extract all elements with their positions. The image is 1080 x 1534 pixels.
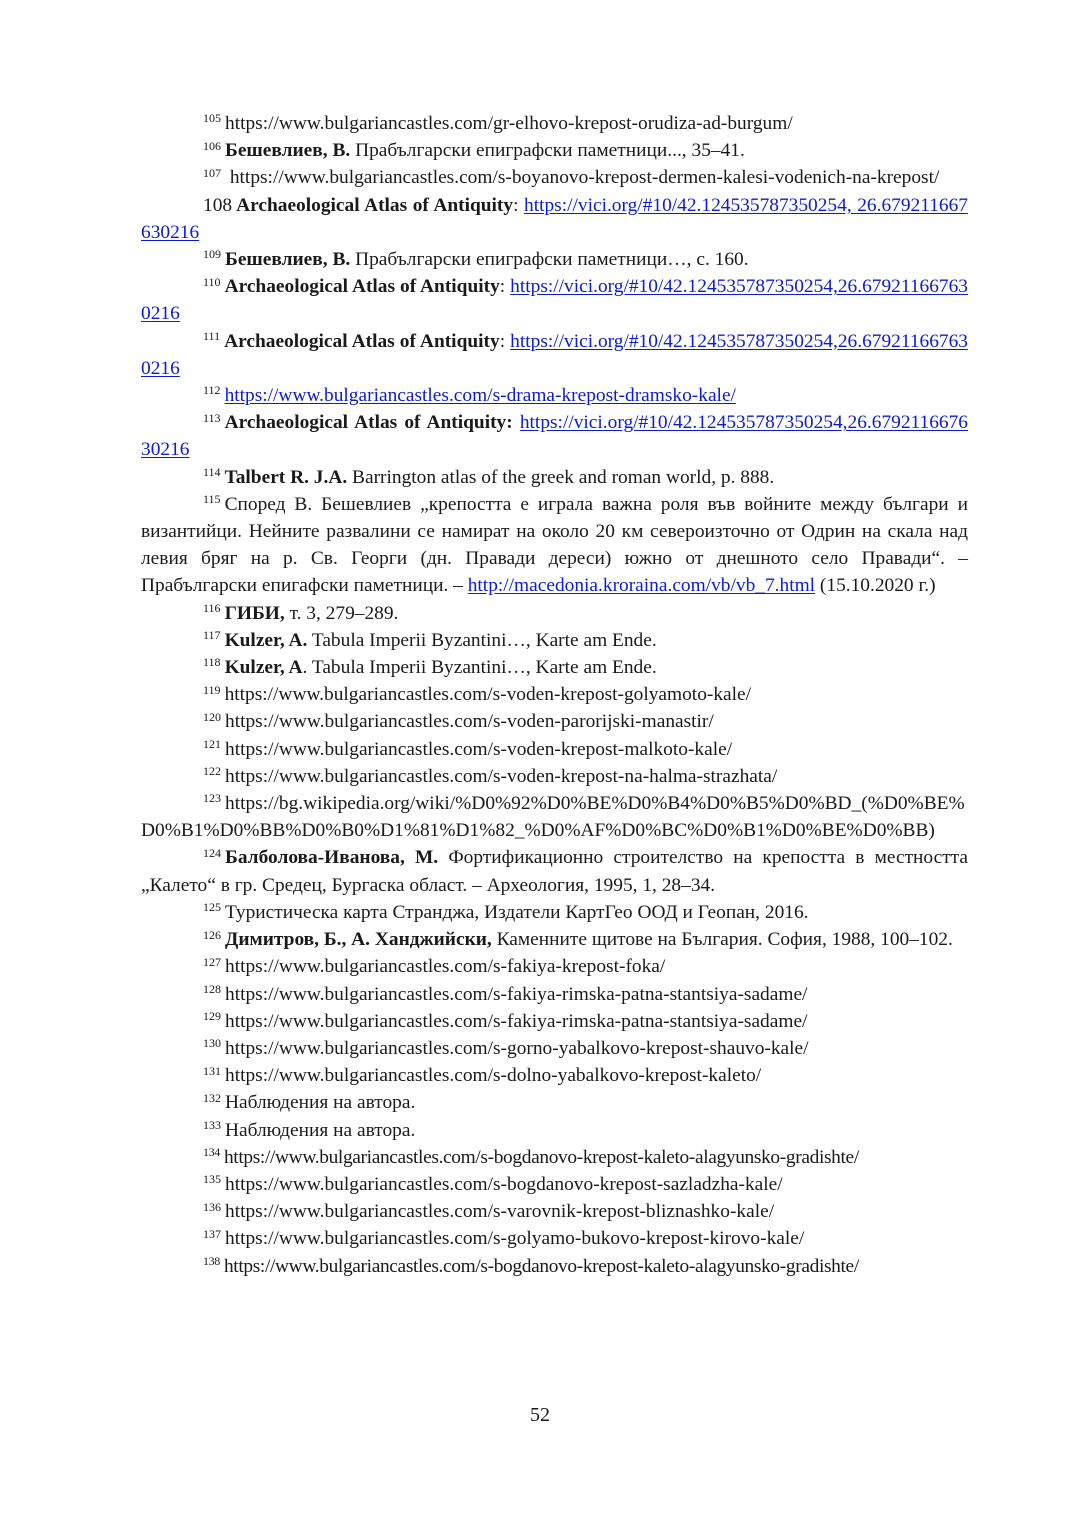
footnote-number: 133 — [203, 1117, 221, 1132]
footnote-text: https://www.bulgariancastles.com/s-bogdanovo-krepost-sazladzha-kale/ — [225, 1173, 783, 1195]
footnote-124 — [141, 844, 968, 898]
footnote-number: 106 — [203, 138, 221, 153]
footnote-number: 132 — [203, 1090, 221, 1105]
footnote-108 — [141, 192, 968, 246]
footnote-author: Димитров, Б., А. Ханджийски, — [225, 929, 492, 951]
footnote-number: 108 — [203, 194, 233, 216]
footnote-author: Бешевлиев, В. — [225, 249, 351, 271]
footnote-number: 134 — [203, 1145, 220, 1160]
footnote-121 — [141, 736, 968, 763]
footnote-number: 127 — [203, 954, 221, 969]
footnote-129 — [141, 1008, 968, 1035]
footnote-137 — [141, 1225, 968, 1252]
footnote-132 — [141, 1089, 968, 1116]
footnote-number: 129 — [203, 1009, 221, 1024]
footnote-link[interactable]: https://vici.org/#10/42.124535787350254,26.679211667630216 — [141, 412, 968, 461]
footnote-113 — [141, 409, 968, 463]
page-number: 52 — [530, 1404, 550, 1426]
footnote-number: 137 — [203, 1226, 221, 1241]
footnote-107 — [141, 164, 968, 191]
footnote-separator: : — [499, 276, 511, 298]
footnote-136 — [141, 1198, 968, 1225]
footnote-126 — [141, 926, 968, 953]
footnote-text: Прабългарски епиграфски паметници…, с. 160. — [350, 249, 749, 271]
footnote-text: https://bg.wikipedia.org/wiki/%D0%92%D0%BE%D0%B4%D0%B5%D0%BD_(%D0%BE%D0%B1%D0%BB%D0%B0%D1%81%D1%82_%D0%AF%D0%BC%D0%B1%D0%BE%D0%BB) — [141, 793, 965, 842]
footnote-number: 114 — [203, 465, 221, 480]
footnote-number: 107 — [203, 165, 221, 180]
footnote-105 — [141, 110, 968, 137]
footnote-text: https://www.bulgariancastles.com/s-varovnik-krepost-bliznashko-kale/ — [225, 1201, 775, 1223]
footnote-text: https://www.bulgariancastles.com/s-voden-parorijski-manastir/ — [225, 711, 714, 733]
footnote-112 — [141, 382, 968, 409]
footnote-number: 117 — [203, 628, 221, 643]
footnote-125 — [141, 899, 968, 926]
footnote-text: https://www.bulgariancastles.com/s-voden-krepost-malkoto-kale/ — [225, 738, 733, 760]
footnote-number: 124 — [203, 845, 221, 860]
footnote-text: https://www.bulgariancastles.com/s-dolno-yabalkovo-krepost-kaleto/ — [225, 1065, 762, 1087]
footnote-number: 135 — [203, 1172, 221, 1187]
footnote-text: т. 3, 279–289. — [284, 602, 399, 624]
footnote-author: Archaeological Atlas of Antiquity — [224, 276, 500, 298]
footnote-114 — [141, 464, 968, 491]
footnote-133 — [141, 1117, 968, 1144]
footnote-123 — [141, 790, 968, 844]
footnote-text: Според В. Бешевлиев „крепостта е играла важна роля във войните между българи и византийци. Нейните развалини се намират на около 20 км североизточно от Одрин на скала над левия бряг на р. Св. Георги (дн. Правади дереси) южно от днешното село Правади“. – Прабългарски епигафски паметници. – — [141, 493, 968, 597]
footnote-119 — [141, 681, 968, 708]
footnote-text: https://www.bulgariancastles.com/s-voden-krepost-golyamoto-kale/ — [224, 684, 752, 706]
footnote-text: Фортификационно строителство на крепостта в местността „Калето“ в гр. Средец, Бургаска област. – Археология, 1995, 1, 28–34. — [141, 847, 968, 896]
footnote-author: Kulzer, A. — [224, 629, 308, 651]
footnote-number: 128 — [203, 981, 221, 996]
footnote-106 — [141, 137, 968, 164]
footnote-separator: : — [499, 330, 511, 352]
footnote-text: https://www.bulgariancastles.com/s-golyamo-bukovo-krepost-kirovo-kale/ — [225, 1228, 805, 1250]
footnote-author: ГИБИ, — [224, 602, 285, 624]
footnote-link[interactable]: https://www.bulgariancastles.com/s-drama-krepost-dramsko-kale/ — [224, 385, 736, 407]
footnote-text: https://www.bulgariancastles.com/s-bogdanovo-krepost-kaleto-alagyunsko-gradishte/ — [223, 1255, 859, 1277]
footnote-number: 116 — [203, 601, 221, 616]
footnote-tail: (15.10.2020 г.) — [815, 575, 936, 597]
footnote-link[interactable]: https://vici.org/#10/42.124535787350254,26.679211667630216 — [141, 276, 968, 325]
footnote-text: Каменните щитове на България. София, 1988, 100–102. — [491, 929, 953, 951]
footnote-author: Archaeological Atlas of Antiquity — [236, 194, 514, 216]
footnote-number: 130 — [203, 1036, 221, 1051]
footnote-separator — [513, 412, 520, 433]
footnote-number: 112 — [203, 383, 221, 398]
footnote-number: 125 — [203, 900, 221, 915]
footnote-author: Kulzer, A — [224, 657, 303, 679]
footnote-link[interactable]: http://macedonia.kroraina.com/vb/vb_7.html — [467, 575, 816, 597]
footnote-127 — [141, 953, 968, 980]
footnote-number: 110 — [203, 274, 221, 289]
footnote-120 — [141, 708, 968, 735]
footnote-number: 138 — [203, 1253, 220, 1268]
footnote-number: 120 — [203, 709, 221, 724]
footnote-116 — [141, 600, 968, 627]
footnote-link[interactable]: https://vici.org/#10/42.124535787350254,26.679211667630216 — [141, 330, 968, 379]
footnote-text: Наблюдения на автора. — [225, 1092, 416, 1114]
footnote-131 — [141, 1062, 968, 1089]
footnote-text: https://www.bulgariancastles.com/s-gorno-yabalkovo-krepost-shauvo-kale/ — [225, 1037, 809, 1059]
footnote-author: Archaeological Atlas of Antiquity: — [224, 412, 513, 434]
footnote-118 — [141, 654, 968, 681]
footnote-number: 118 — [203, 655, 221, 670]
footnote-130 — [141, 1035, 968, 1062]
footnote-author: Балболова-Иванова, М. — [225, 847, 439, 869]
footnote-text: . Tabula Imperii Byzantini…, Karte am Ende. — [302, 657, 657, 679]
footnote-author: Бешевлиев, В. — [225, 140, 351, 162]
footnote-author: Talbert R. J.A. — [224, 466, 348, 488]
footnote-text: https://www.bulgariancastles.com/s-fakiya-rimska-patna-stantsiya-sadame/ — [225, 983, 808, 1005]
footnote-text: https://www.bulgariancastles.com/s-fakiya-rimska-patna-stantsiya-sadame/ — [225, 1010, 808, 1032]
footnote-text: Barrington atlas of the greek and roman world, p. 888. — [347, 466, 775, 488]
footnotes-block — [141, 110, 968, 1280]
footnote-111 — [141, 328, 968, 382]
footnote-134 — [141, 1144, 968, 1171]
footnote-text: https://www.bulgariancastles.com/gr-elhovo-krepost-orudiza-ad-burgum/ — [225, 113, 793, 134]
footnote-text: https://www.bulgariancastles.com/s-fakiya-krepost-foka/ — [225, 956, 666, 978]
footnote-122 — [141, 763, 968, 790]
footnote-117 — [141, 627, 968, 654]
footnote-text: https://www.bulgariancastles.com/s-voden-krepost-na-halma-strazhata/ — [225, 765, 778, 787]
footnote-text: https://www.bulgariancastles.com/s-boyanovo-krepost-dermen-kalesi-vodenich-na-krepost/ — [225, 167, 940, 189]
footnote-number: 113 — [203, 410, 221, 425]
footnote-110 — [141, 273, 968, 327]
footnote-number: 115 — [203, 492, 221, 507]
footnote-number: 126 — [203, 927, 221, 942]
footnote-number: 105 — [203, 111, 221, 126]
footnote-number: 109 — [203, 247, 221, 262]
footnote-number: 122 — [203, 764, 221, 779]
footnote-138 — [141, 1253, 968, 1280]
footnote-number: 121 — [203, 737, 221, 752]
footnote-separator: : — [513, 194, 524, 216]
footnote-number: 131 — [203, 1063, 221, 1078]
footnote-number: 111 — [203, 329, 221, 344]
footnote-number: 123 — [203, 791, 221, 806]
footnote-text: Прабългарски епиграфски паметници..., 35–41. — [350, 140, 745, 162]
footnote-number: 119 — [203, 682, 221, 697]
footnote-author: Archaeological Atlas of Antiquity — [224, 330, 500, 352]
footnote-number: 136 — [203, 1199, 221, 1214]
footnote-text: Наблюдения на автора. — [225, 1119, 416, 1141]
footnote-link[interactable]: https://vici.org/#10/42.124535787350254, 26.679211667630216 — [141, 194, 968, 243]
footnote-128 — [141, 981, 968, 1008]
footnote-135 — [141, 1171, 968, 1198]
footnote-text: Tabula Imperii Byzantini…, Karte am Ende. — [307, 629, 657, 651]
footnote-text: Туристическа карта Странджа, Издатели КартГео ООД и Геопан, 2016. — [225, 901, 809, 923]
footnote-text: https://www.bulgariancastles.com/s-bogdanovo-krepost-kaleto-alagyunsko-gradishte/ — [223, 1146, 859, 1168]
footnote-109 — [141, 246, 968, 273]
footnote-115 — [141, 491, 968, 600]
